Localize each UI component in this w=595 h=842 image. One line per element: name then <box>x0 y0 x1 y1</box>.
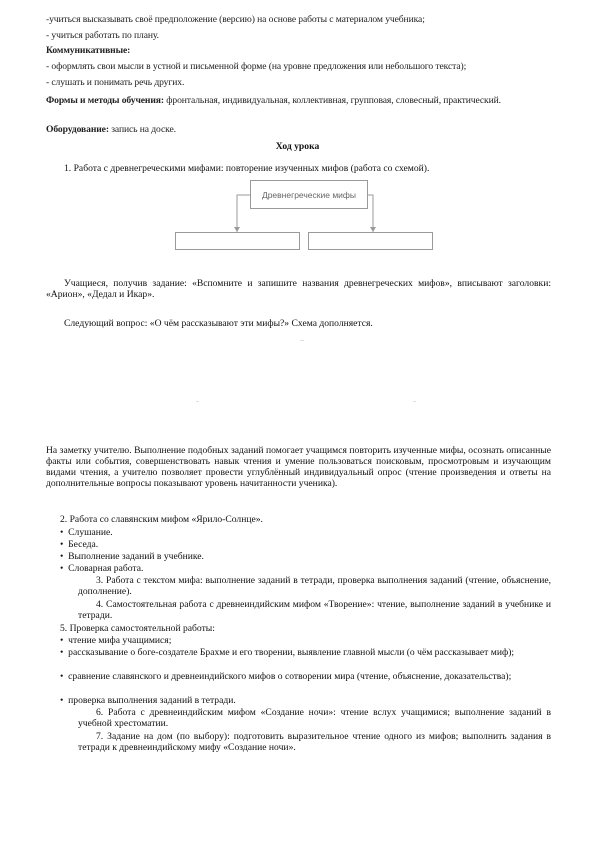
diagram-top-box <box>250 180 368 209</box>
header-line-4: - слушать и понимать речь других. <box>46 77 185 88</box>
equipment-label: Оборудование: <box>46 124 109 135</box>
equipment-text: запись на доске. <box>108 124 176 135</box>
paragraph-next-question: Следующий вопрос: «О чём рассказывают эти мифы?» Схема дополняется. <box>64 318 373 329</box>
step-1: 1. Работа с древнегреческими мифами: повторение изученных мифов (работа со схемой). <box>64 163 430 174</box>
faint-mark <box>413 401 416 402</box>
step-7: 7. Задание на дом (по выбору): подготовить выразительное чтение одного из мифов; выполнить задания в тетради к древнеиндийскому мифу «Создание ночи». <box>78 731 551 753</box>
step-3: 3. Работа с текстом мифа: выполнение заданий в тетради, проверка выполнения заданий (чтение, объяснение, дополнение). <box>78 575 551 597</box>
header-line-3: - оформлять свои мысли в устной и письменной форме (на уровне предложения или небольшого текста); <box>46 61 467 72</box>
equipment-line <box>46 124 176 135</box>
forms-label: Формы и методы обучения: <box>46 95 164 106</box>
forms-paragraph <box>46 93 551 108</box>
list-item: • Выполнение заданий в учебнике. <box>60 551 204 562</box>
list-item: • чтение мифа учащимися; <box>60 635 172 646</box>
diagram-left-box <box>175 232 300 250</box>
myths-diagram <box>175 180 435 256</box>
list-item: • рассказывание о боге-создателе Брахме и его творении, выявление главной мысли (о чём рассказывает миф); <box>60 647 515 658</box>
teacher-note: На заметку учителю. Выполнение подобных заданий помогает учащимся повторить изученные мифы, осознать описанные факты или события, совершенствовать навык чтения и умение пользоваться поисковым, просмотровым и изучающим видами чтения, а учителю позволяет провести углублённый индивидуальный опрос (чтение произведения и ответы на дополнительные вопросы показывают уровень начитанности ученика). <box>46 445 551 489</box>
forms-text: фронтальная, индивидуальная, коллективная, групповая, словесный, практический. <box>163 95 501 106</box>
header-line-1: -учиться высказывать своё предположение (версию) на основе работы с материалом учебника; <box>46 14 425 25</box>
list-item: • Словарная работа. <box>60 563 144 574</box>
list-item: • Беседа. <box>60 539 99 550</box>
header-line-2: - учиться работать по плану. <box>46 30 159 41</box>
list-item: • сравнение славянского и древнеиндийского мифов о сотворении мира (чтение, объяснение, доказательства); <box>60 671 512 682</box>
lesson-title: Ход урока <box>275 141 320 152</box>
communicative-title: Коммуникативные: <box>46 45 131 56</box>
faint-mark <box>300 340 304 341</box>
diagram-right-box <box>308 232 433 250</box>
list-item: • проверка выполнения заданий в тетради. <box>60 695 236 706</box>
diagram-top-label: Древнегреческие мифы <box>261 189 357 200</box>
step-4: 4. Самостоятельная работа с древнеиндийским мифом «Творение»: чтение, выполнение заданий в учебнике и тетради. <box>78 599 551 621</box>
step-5: 5. Проверка самостоятельной работы: <box>60 623 215 634</box>
step-6: 6. Работа с древнеиндийским мифом «Создание ночи»: чтение вслух учащимися; выполнение заданий в учебной хрестоматии. <box>78 707 551 729</box>
faint-mark <box>196 401 199 402</box>
paragraph-students: Учащиеся, получив задание: «Вспомните и запишите названия древнегреческих мифов», вписывают заголовки: «Арион», «Дедал и Икар». <box>46 278 551 300</box>
step-2: 2. Работа со славянским мифом «Ярило-Солнце». <box>60 514 263 525</box>
list-item: • Слушание. <box>60 527 113 538</box>
